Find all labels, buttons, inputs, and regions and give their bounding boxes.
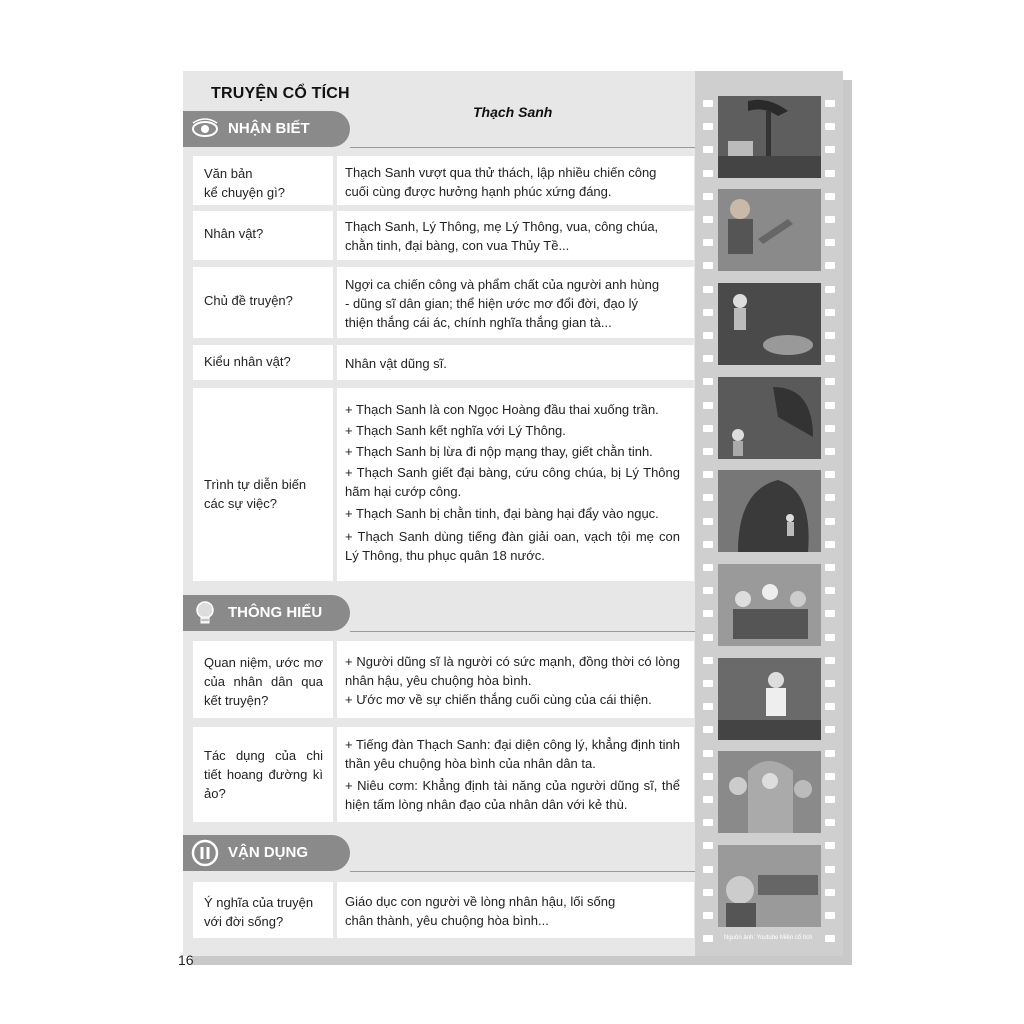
lightbulb-icon	[191, 599, 219, 627]
question-line: Kiểu nhân vật?	[204, 354, 291, 369]
film-sprocket-hole	[825, 750, 835, 757]
film-sprocket-hole	[703, 378, 713, 385]
film-sprocket-hole	[825, 216, 835, 223]
question-line: với đời sống?	[204, 914, 284, 929]
answer-line: + Thạch Sanh giết đại bàng, cứu công chúa, bị Lý Thông hãm hại cướp công.	[345, 465, 680, 499]
section-tab-understand	[183, 595, 350, 631]
film-sprocket-hole	[703, 634, 713, 641]
film-sprocket-hole	[825, 912, 835, 919]
question-line: kể chuyện gì?	[204, 185, 285, 200]
film-sprocket-hole	[703, 494, 713, 501]
table-row	[193, 641, 694, 718]
film-sprocket-hole	[825, 564, 835, 571]
answer-line: + Ước mơ về sự chiến thắng cuối cùng của cái thiện.	[345, 692, 652, 707]
film-sprocket-hole	[703, 750, 713, 757]
table-row	[193, 156, 694, 205]
table-row	[193, 727, 694, 822]
table-row	[193, 211, 694, 260]
film-sprocket-hole	[825, 471, 835, 478]
question-line: Chủ đề truyện?	[204, 293, 293, 308]
film-sprocket-hole	[825, 587, 835, 594]
section-tab-recognize	[183, 111, 350, 147]
question-line: Văn bản	[204, 166, 253, 181]
film-sprocket-hole	[825, 634, 835, 641]
film-sprocket-hole	[703, 564, 713, 571]
film-frame-illustration	[718, 377, 821, 459]
film-sprocket-hole	[825, 123, 835, 130]
question-line: Trình tự diễn biến	[204, 477, 307, 492]
page-title: TRUYỆN CỔ TÍCH	[211, 85, 350, 102]
film-sprocket-hole	[703, 819, 713, 826]
film-sprocket-hole	[703, 170, 713, 177]
film-sprocket-hole	[825, 309, 835, 316]
answer-line: chân thành, yêu chuộng hòa bình...	[345, 913, 549, 928]
question-line: Nhân vật?	[204, 226, 264, 241]
film-sprocket-hole	[825, 773, 835, 780]
section-label: NHẬN BIẾT	[228, 120, 310, 137]
film-sprocket-hole	[825, 425, 835, 432]
film-frame-illustration	[718, 470, 821, 552]
film-sprocket-hole	[703, 518, 713, 525]
film-sprocket-hole	[825, 703, 835, 710]
film-sprocket-hole	[703, 726, 713, 733]
film-sprocket-hole	[825, 193, 835, 200]
answer-line: + Niêu cơm: Khẳng định tài năng của người dũng sĩ, thể hiện tấm lòng nhân đạo của nhân dân với kẻ thù.	[345, 778, 680, 812]
section-tab-apply	[183, 835, 350, 871]
film-sprocket-hole	[825, 726, 835, 733]
eye-icon	[191, 115, 219, 143]
question-text: Quan niệm, ước mơ của nhân dân qua kết truyện?	[204, 655, 323, 708]
answer-line: + Tiếng đàn Thạch Sanh: đại diện công lý, khẳng định tinh thần yêu chuộng hòa bình của nhân dân ta.	[345, 737, 680, 771]
film-sprocket-hole	[825, 332, 835, 339]
film-frame-illustration	[718, 845, 821, 927]
film-sprocket-hole	[825, 842, 835, 849]
table-row	[193, 388, 694, 581]
film-sprocket-hole	[703, 239, 713, 246]
film-sprocket-hole	[825, 448, 835, 455]
answer-line: thiện thắng cái ác, chính nghĩa thắng gian tà...	[345, 315, 612, 330]
film-sprocket-hole	[703, 355, 713, 362]
film-sprocket-hole	[825, 494, 835, 501]
film-frame-illustration	[718, 96, 821, 178]
film-sprocket-hole	[825, 146, 835, 153]
film-sprocket-hole	[703, 587, 713, 594]
film-sprocket-hole	[825, 355, 835, 362]
answer-line: + Thạch Sanh bị chằn tinh, đại bàng hại đẩy vào ngục.	[345, 506, 659, 521]
film-frame-illustration	[718, 283, 821, 365]
answer-line: Ngợi ca chiến công và phẩm chất của người anh hùng	[345, 277, 660, 292]
film-sprocket-hole	[825, 819, 835, 826]
answer-line: + Thạch Sanh kết nghĩa với Lý Thông.	[345, 423, 566, 438]
film-sprocket-hole	[703, 216, 713, 223]
film-sprocket-hole	[703, 193, 713, 200]
answer-line: + Thạch Sanh dùng tiếng đàn giải oan, vạch tội mẹ con Lý Thông, thu phục quân 18 nước.	[345, 529, 680, 563]
film-sprocket-hole	[825, 170, 835, 177]
film-sprocket-hole	[825, 262, 835, 269]
table-row	[193, 345, 694, 380]
film-sprocket-hole	[703, 123, 713, 130]
film-sprocket-hole	[703, 703, 713, 710]
film-sprocket-hole	[703, 541, 713, 548]
film-sprocket-hole	[703, 610, 713, 617]
film-frame-illustration	[718, 189, 821, 271]
film-sprocket-hole	[825, 796, 835, 803]
section-divider	[350, 147, 695, 148]
film-frame-illustration	[718, 658, 821, 740]
film-sprocket-hole	[703, 309, 713, 316]
film-sprocket-hole	[703, 842, 713, 849]
film-sprocket-hole	[825, 286, 835, 293]
pause-circle-icon	[191, 839, 219, 867]
table-row	[193, 267, 694, 338]
film-frame-illustration	[718, 564, 821, 646]
film-sprocket-hole	[825, 610, 835, 617]
film-sprocket-hole	[703, 262, 713, 269]
film-sprocket-hole	[825, 889, 835, 896]
film-sprocket-hole	[825, 518, 835, 525]
film-sprocket-hole	[825, 402, 835, 409]
film-sprocket-hole	[703, 471, 713, 478]
film-sprocket-hole	[703, 796, 713, 803]
answer-line: Thạch Sanh vượt qua thử thách, lập nhiều chiến công	[345, 165, 657, 180]
question-line: Ý nghĩa của truyện	[204, 895, 314, 910]
section-divider	[350, 871, 695, 872]
section-divider	[350, 631, 695, 632]
table-row	[193, 882, 694, 938]
story-title: Thạch Sanh	[473, 104, 553, 120]
film-sprocket-hole	[703, 657, 713, 664]
film-sprocket-hole	[825, 657, 835, 664]
film-sprocket-hole	[825, 935, 835, 942]
answer-line: + Người dũng sĩ là người có sức mạnh, đồng thời có lòng nhân hậu, yêu chuộng hòa bình.	[345, 654, 680, 688]
film-sprocket-hole	[703, 448, 713, 455]
film-sprocket-hole	[703, 402, 713, 409]
film-sprocket-hole	[703, 773, 713, 780]
film-sprocket-hole	[825, 239, 835, 246]
film-sprocket-hole	[703, 425, 713, 432]
film-sprocket-hole	[703, 912, 713, 919]
film-frame-illustration	[718, 751, 821, 833]
film-sprocket-hole	[703, 889, 713, 896]
image-credit: Nguồn ảnh: Youtube Miền cổ tích	[724, 935, 813, 941]
film-sprocket-hole	[703, 935, 713, 942]
film-sprocket-hole	[703, 332, 713, 339]
answer-line: Nhân vật dũng sĩ.	[345, 356, 447, 371]
section-label: THÔNG HIỂU	[228, 604, 323, 621]
film-sprocket-hole	[703, 866, 713, 873]
section-label: VẬN DỤNG	[228, 844, 309, 861]
film-sprocket-hole	[825, 100, 835, 107]
answer-line: cuối cùng được hưởng hạnh phúc xứng đáng.	[345, 184, 612, 199]
answer-line: Giáo dục con người về lòng nhân hậu, lối sống	[345, 894, 616, 909]
film-sprocket-hole	[703, 286, 713, 293]
film-sprocket-hole	[825, 378, 835, 385]
answer-line: + Thạch Sanh bị lừa đi nộp mạng thay, giết chằn tinh.	[345, 444, 653, 459]
film-sprocket-hole	[825, 541, 835, 548]
answer-line: + Thạch Sanh là con Ngọc Hoàng đầu thai xuống trần.	[345, 402, 659, 417]
film-sprocket-hole	[703, 146, 713, 153]
answer-line: Thạch Sanh, Lý Thông, mẹ Lý Thông, vua, công chúa,	[345, 219, 659, 234]
answer-line: - dũng sĩ dân gian; thể hiện ước mơ đổi đời, đạo lý	[345, 296, 638, 311]
film-sprocket-hole	[825, 866, 835, 873]
question-text: Tác dụng của chi tiết hoang đường kì ảo?	[204, 748, 323, 801]
question-line: các sự việc?	[204, 496, 278, 511]
answer-line: chằn tinh, đại bàng, con vua Thủy Tề...	[345, 238, 570, 253]
film-sprocket-hole	[825, 680, 835, 687]
film-sprocket-hole	[703, 100, 713, 107]
film-sprocket-hole	[703, 680, 713, 687]
page-number: 16	[178, 952, 194, 968]
